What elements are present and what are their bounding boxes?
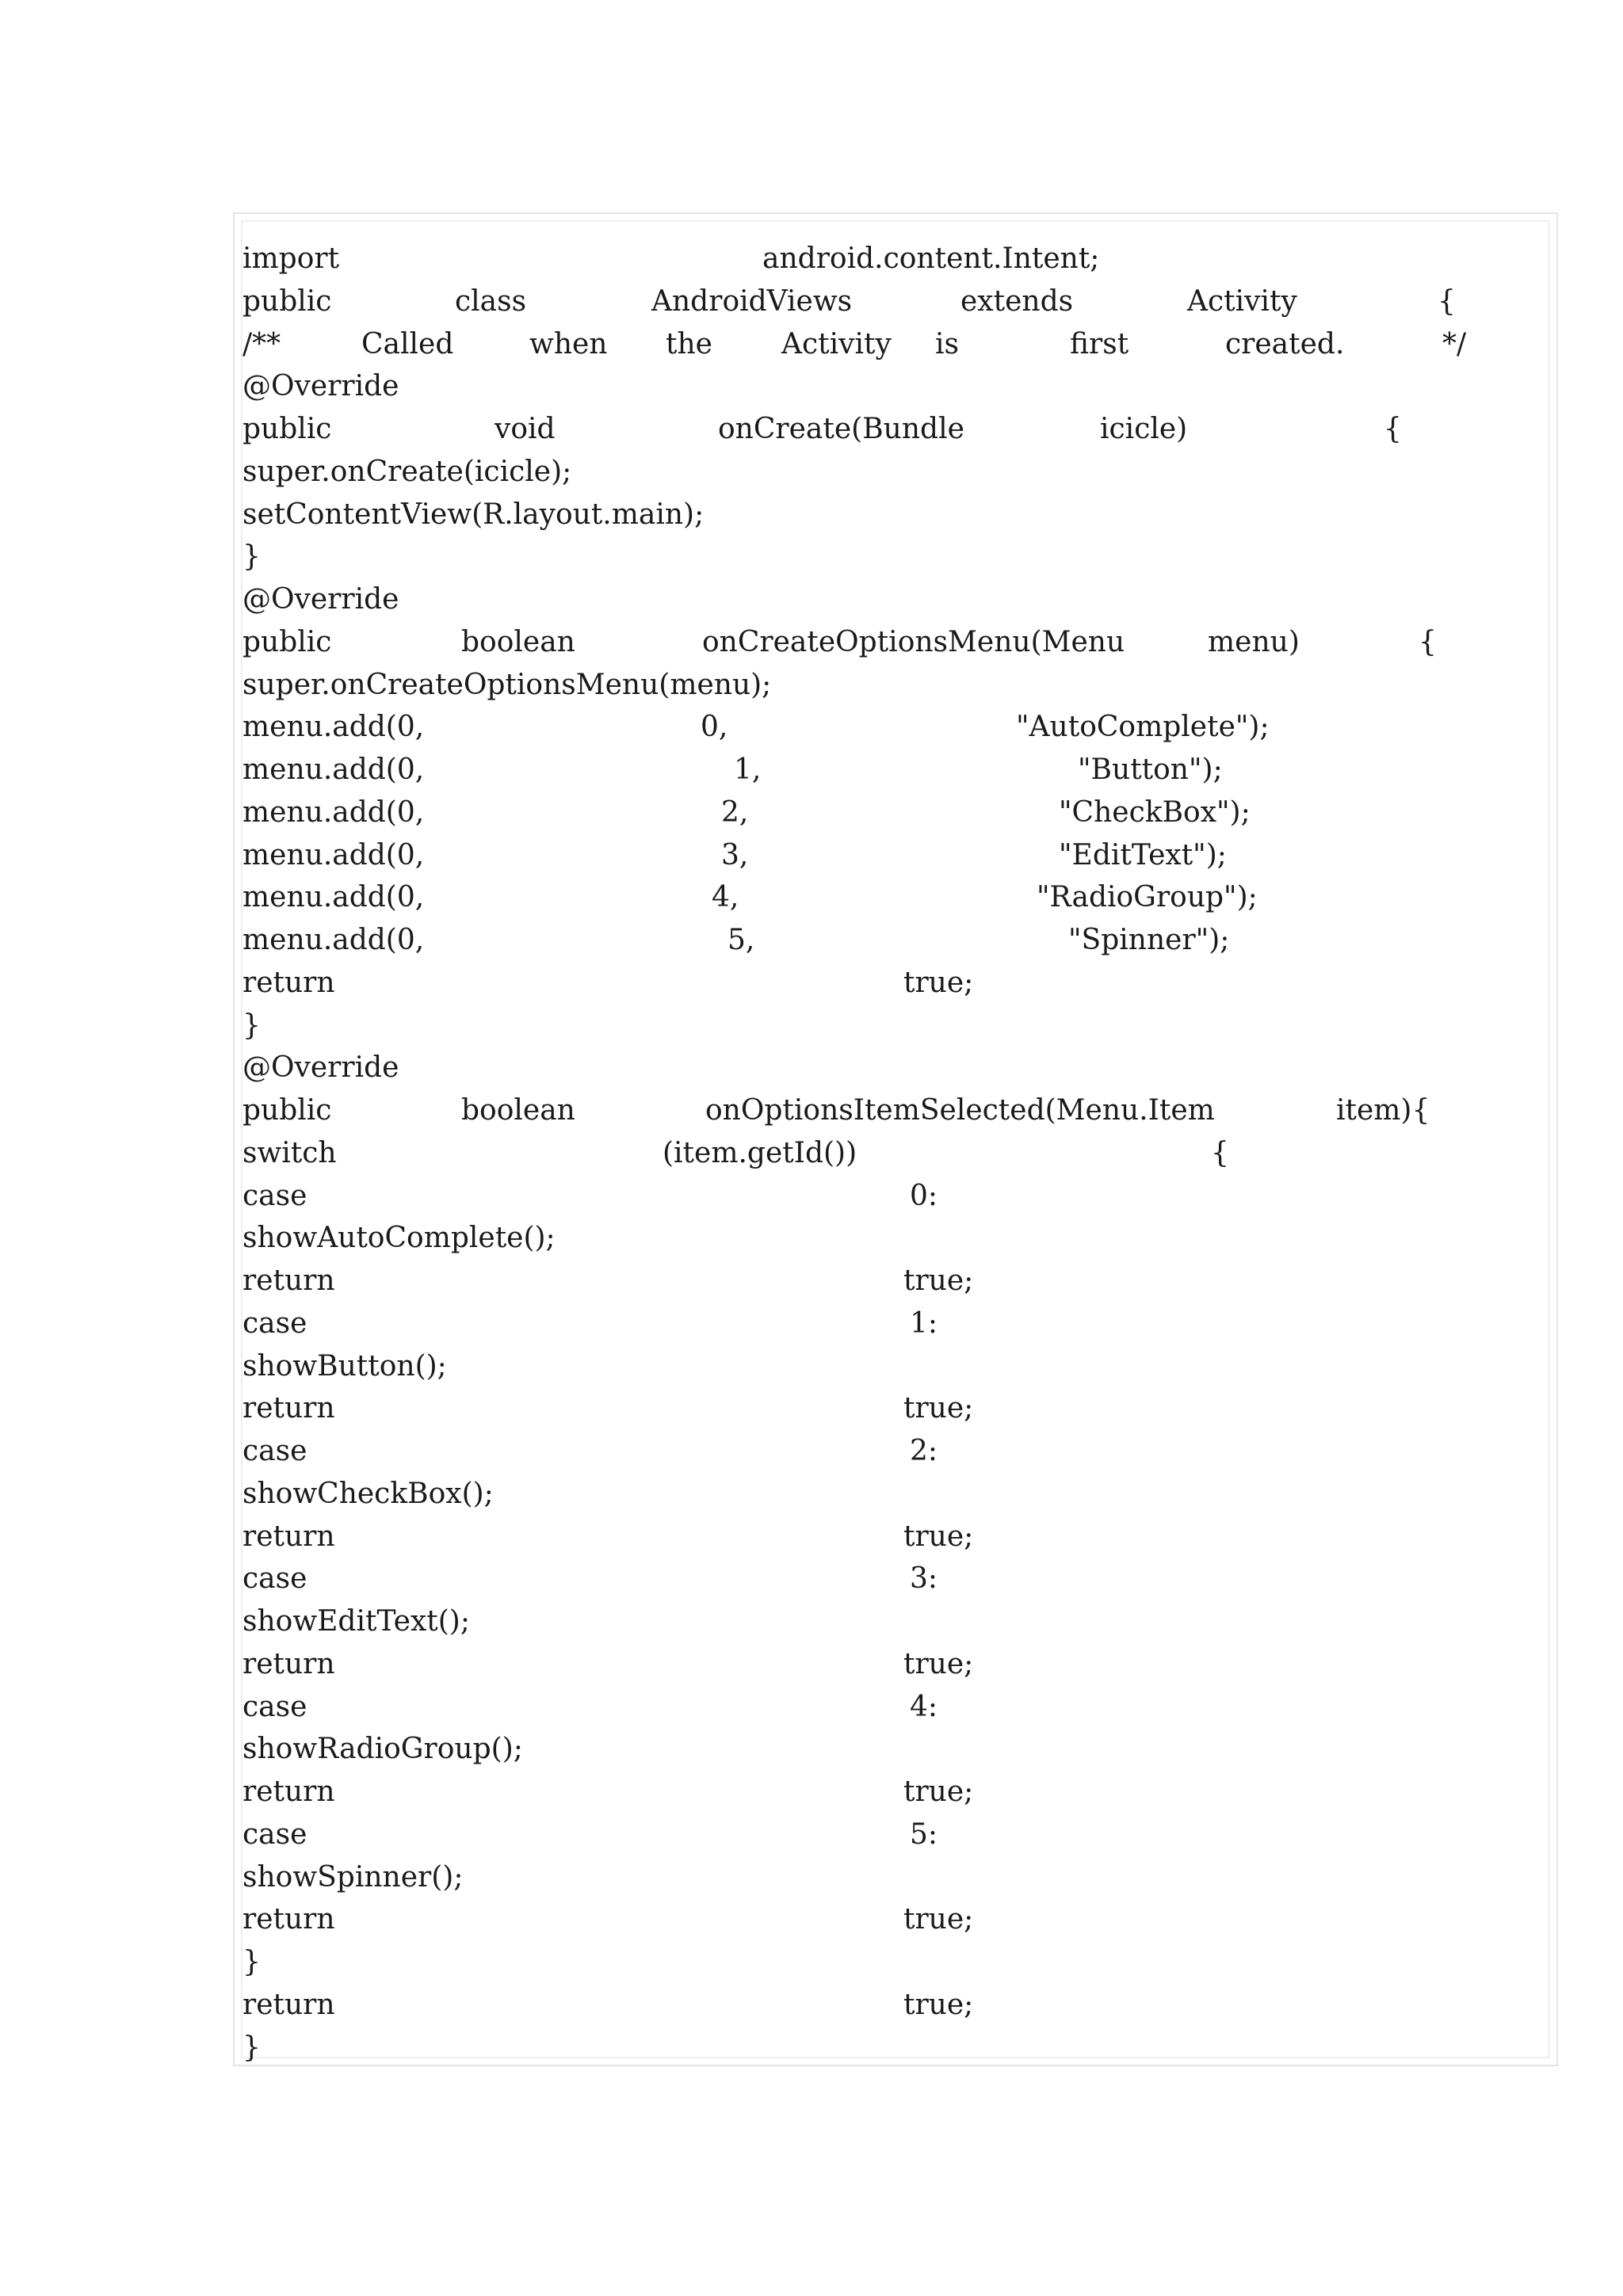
code-line [242, 1643, 1549, 1686]
code-token: setContentView(R.layout.main); [242, 498, 705, 531]
code-line [242, 876, 1549, 919]
code-line [242, 1089, 1549, 1132]
code-token: true; [903, 1775, 974, 1808]
code-line [242, 1132, 1549, 1175]
code-line [242, 1771, 1549, 1814]
code-token: { [1438, 284, 1456, 318]
code-token: 1: [910, 1306, 938, 1340]
code-line [242, 962, 1549, 1005]
code-token: the [666, 327, 712, 360]
code-token: android.content.Intent; [762, 242, 1100, 275]
code-token: case [242, 1179, 307, 1212]
code-token: return [242, 1988, 335, 2021]
code-token: 0, [701, 711, 728, 744]
code-token: } [242, 540, 261, 574]
code-line [242, 1898, 1549, 1941]
code-token: 5, [727, 924, 755, 956]
code-token: 3, [721, 838, 749, 871]
code-token: 0: [910, 1179, 938, 1212]
code-line [242, 1005, 1549, 1047]
code-line [242, 1047, 1549, 1089]
code-token: onCreateOptionsMenu(Menu [702, 625, 1125, 658]
code-line [242, 1686, 1549, 1729]
code-token: 4: [910, 1690, 938, 1723]
code-line [242, 536, 1549, 578]
code-token: } [242, 1946, 261, 1978]
code-line [242, 919, 1549, 962]
code-token: switch [242, 1136, 337, 1169]
code-line [242, 1984, 1549, 2027]
code-token: extends [960, 284, 1074, 318]
code-token: true; [903, 1988, 974, 2021]
code-token: public [242, 284, 332, 318]
code-line [242, 834, 1549, 877]
code-token: Activity [781, 327, 892, 360]
code-token: @Override [242, 1051, 399, 1085]
code-line [242, 1814, 1549, 1856]
code-line [242, 1345, 1549, 1388]
code-line [242, 621, 1549, 664]
code-token: { [1211, 1136, 1229, 1169]
code-line [242, 791, 1549, 834]
code-token: true; [903, 1264, 974, 1297]
code-token: true; [903, 1392, 974, 1425]
code-token: showAutoComplete(); [242, 1222, 556, 1255]
code-token: first [1070, 327, 1129, 360]
code-token: { [1384, 413, 1402, 445]
code-token: menu.add(0, [242, 838, 425, 871]
code-token: 3: [910, 1562, 938, 1596]
code-token: boolean [461, 625, 575, 658]
code-token: "RadioGroup"); [1037, 881, 1258, 914]
code-token: onOptionsItemSelected(Menu.Item [705, 1094, 1215, 1127]
code-token: public [242, 625, 332, 658]
code-line [242, 1856, 1549, 1899]
code-line [242, 664, 1549, 707]
code-token: showEditText(); [242, 1605, 470, 1638]
code-token: 2: [910, 1435, 938, 1467]
code-token: case [242, 1690, 307, 1723]
code-token: 2, [721, 795, 749, 829]
code-line [242, 1941, 1549, 1984]
code-token: class [455, 284, 527, 318]
code-token: showRadioGroup(); [242, 1733, 523, 1766]
code-block-inner [241, 220, 1550, 2064]
code-token: super.onCreateOptionsMenu(menu); [242, 668, 772, 701]
code-line [242, 1175, 1549, 1218]
code-line [242, 1558, 1549, 1600]
code-token: item){ [1336, 1094, 1430, 1127]
code-token: return [242, 1903, 335, 1936]
code-token: true; [903, 1903, 974, 1936]
code-line [242, 1728, 1549, 1771]
code-line [242, 280, 1549, 323]
code-token: Called [361, 327, 454, 360]
code-token: menu.add(0, [242, 753, 425, 786]
code-token: */ [1442, 327, 1467, 360]
code-token: public [242, 413, 332, 445]
code-token: { [1419, 625, 1437, 658]
code-token: boolean [461, 1094, 575, 1127]
code-line [242, 1302, 1549, 1345]
code-token: case [242, 1435, 307, 1467]
code-token: true; [903, 1647, 974, 1680]
code-token: showButton(); [242, 1349, 447, 1383]
code-token: import [242, 242, 340, 275]
code-token: /** [242, 327, 281, 360]
code-token: "CheckBox"); [1059, 795, 1251, 829]
code-token: true; [903, 966, 974, 999]
code-token: } [242, 2031, 261, 2064]
code-token: @Override [242, 370, 399, 403]
code-token: 5: [910, 1817, 938, 1851]
code-line [242, 1600, 1549, 1643]
code-token: "Spinner"); [1068, 924, 1230, 956]
code-token: (item.getId()) [663, 1136, 857, 1169]
code-line [242, 408, 1549, 451]
code-token: is [935, 327, 959, 360]
code-token: 4, [712, 881, 739, 914]
code-line [242, 238, 1549, 280]
code-line [242, 1260, 1549, 1302]
code-token: "Button"); [1078, 753, 1223, 786]
code-token: 1, [734, 753, 762, 786]
code-line [242, 494, 1549, 536]
code-token: Activity [1187, 284, 1297, 318]
code-token: showCheckBox(); [242, 1477, 494, 1510]
code-token: "AutoComplete"); [1016, 711, 1270, 744]
code-token: true; [903, 1520, 974, 1553]
code-line [242, 365, 1549, 408]
code-line [242, 323, 1549, 366]
code-line [242, 749, 1549, 791]
code-token: return [242, 1647, 335, 1680]
code-line [242, 1473, 1549, 1516]
code-token: menu.add(0, [242, 711, 425, 744]
code-line [242, 1516, 1549, 1558]
code-token: return [242, 1264, 335, 1297]
code-token: icicle) [1100, 413, 1188, 445]
code-token: AndroidViews [651, 284, 853, 318]
code-token: onCreate(Bundle [718, 413, 964, 445]
code-token: showSpinner(); [242, 1860, 464, 1894]
code-token: "EditText"); [1059, 838, 1227, 871]
code-line [242, 1430, 1549, 1473]
code-token: menu) [1208, 625, 1300, 658]
code-token: return [242, 966, 335, 999]
code-token: case [242, 1306, 307, 1340]
code-line [242, 578, 1549, 621]
code-token: created. [1225, 327, 1345, 360]
code-line [242, 706, 1549, 749]
code-token: menu.add(0, [242, 795, 425, 829]
code-token: menu.add(0, [242, 924, 425, 956]
code-block [233, 212, 1558, 2066]
code-token: void [495, 413, 556, 445]
code-token: } [242, 1009, 261, 1042]
code-token: return [242, 1520, 335, 1553]
code-token: @Override [242, 583, 399, 616]
code-token: super.onCreate(icicle); [242, 455, 572, 488]
code-token: case [242, 1562, 307, 1596]
code-token: menu.add(0, [242, 881, 425, 914]
code-token: case [242, 1817, 307, 1851]
code-token: public [242, 1094, 332, 1127]
code-line [242, 1387, 1549, 1430]
code-line [242, 1217, 1549, 1260]
code-token: when [529, 327, 608, 360]
code-line [242, 2027, 1549, 2069]
code-token: return [242, 1392, 335, 1425]
code-token: return [242, 1775, 335, 1808]
code-line [242, 451, 1549, 494]
